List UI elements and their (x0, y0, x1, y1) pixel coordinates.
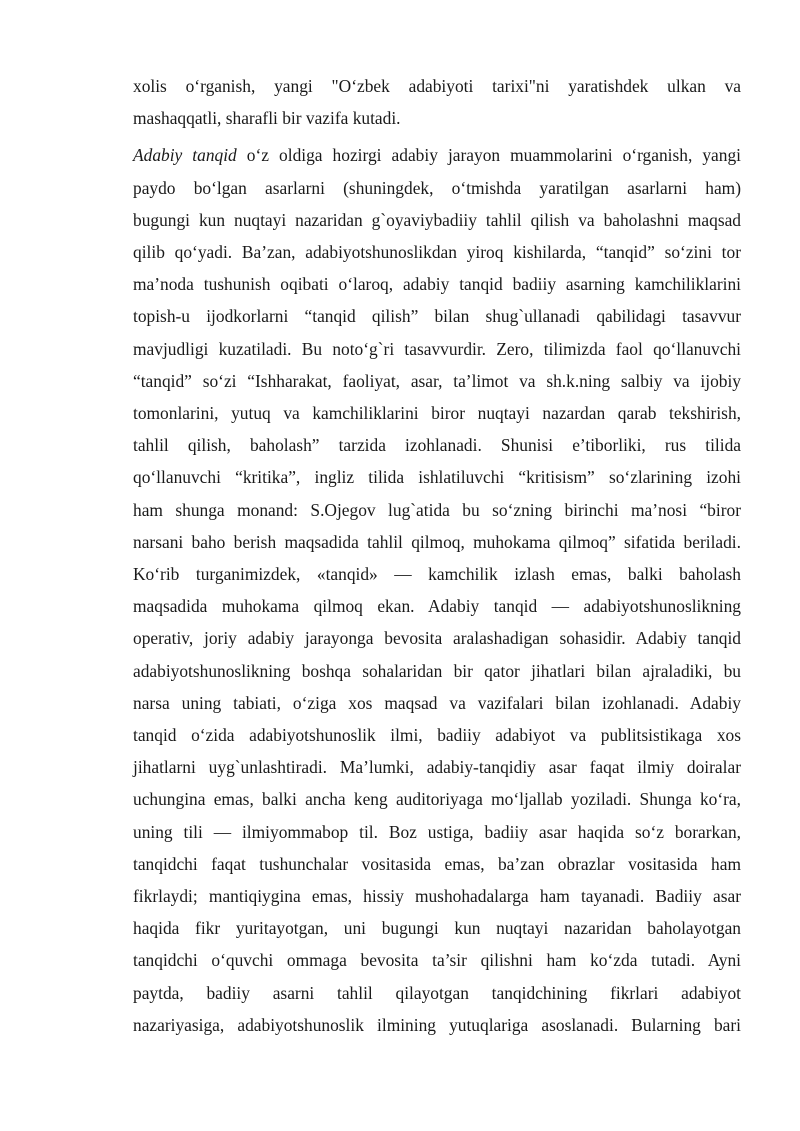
text-line: maqsadida muhokama qilmoq ekan. Adabiy tanqid — adabiyotshunoslikning (133, 596, 741, 617)
text-line: tanqid o‘zida adabiyotshunoslik ilmi, badiiy adabiyot va publitsistikaga xos (133, 725, 741, 746)
text-line: fikrlaydi; mantiqiygina emas, hissiy mushohadalarga ham tayanadi. Badiiy asar (133, 886, 741, 907)
text-line: tahlil qilish, baholash” tarzida izohlanadi. Shunisi e’tiborliki, rus tilida (133, 435, 741, 456)
term-adabiy-tanqid: Adabiy tanqid (133, 145, 237, 166)
text-line: ham shunga monand: S.Ojegov lug`atida bu so‘zning birinchi ma’nosi “biror (133, 499, 741, 520)
text-line: mashaqqatli, sharafli bir vazifa kutadi. (133, 108, 401, 129)
text-line-rest: o‘z oldiga hozirgi adabiy jarayon muammolarini o‘rganish, yangi (236, 145, 741, 166)
text-line: narsani baho berish maqsadida tahlil qilmoq, muhokama qilmoq” sifatida beriladi. (133, 531, 741, 552)
text-line (133, 139, 741, 171)
text-line: xolis o‘rganish, yangi "O‘zbek adabiyoti tarixi"ni yaratishdek ulkan va (133, 76, 741, 96)
text-line: nazariyasiga, adabiyotshunoslik ilmining yutuqlariga asoslanadi. Bularning bari (133, 1014, 741, 1035)
text-line: qilib qo‘yadi. Ba’zan, adabiyotshunoslikdan yiroq kishilarda, “tanqid” so‘zini tor (133, 242, 741, 263)
paragraph-2 (133, 139, 741, 1041)
text-line: uchungina emas, balki ancha keng auditoriyaga mo‘ljallab yoziladi. Shunga ko‘ra, (133, 789, 741, 810)
paragraph-1 (133, 70, 741, 134)
text-line: “tanqid” so‘zi “Ishharakat, faoliyat, asar, ta’limot va sh.k.ning salbiy va ijobiy (133, 370, 741, 391)
text-line: tomonlarini, yutuq va kamchiliklarini biror nuqtayi nazardan qarab tekshirish, (133, 403, 741, 424)
text-line: topish-u ijodkorlarni “tanqid qilish” bilan shug`ullanadi qabilidagi tasavvur (133, 306, 741, 327)
text-line: adabiyotshunoslikning boshqa sohalaridan bir qator jihatlari bilan ajraladiki, bu (133, 660, 741, 681)
document-page (133, 70, 741, 1041)
text-line: tanqidchi o‘quvchi ommaga bevosita ta’sir qilishni ham ko‘zda tutadi. Ayni (133, 950, 741, 971)
text-line: narsa uning tabiati, o‘ziga xos maqsad va vazifalari bilan izohlanadi. Adabiy (133, 692, 741, 713)
text-line: mavjudligi kuzatiladi. Bu noto‘g`ri tasavvurdir. Zero, tilimizda faol qo‘llanuvchi (133, 338, 741, 359)
text-line: bugungi kun nuqtayi nazaridan g`oyaviybadiiy tahlil qilish va baholashni maqsad (133, 209, 741, 230)
text-line: ma’noda tushunish oqibati o‘laroq, adabiy tanqid badiiy asarning kamchiliklarini (133, 274, 741, 295)
text-line: Ko‘rib turganimizdek, «tanqid» — kamchilik izlash emas, balki baholash (133, 564, 741, 585)
text-line: operativ, joriy adabiy jarayonga bevosita aralashadigan sohasidir. Adabiy tanqid (133, 628, 741, 649)
text-line: jihatlarni uyg`unlashtiradi. Ma’lumki, adabiy-tanqidiy asar faqat ilmiy doiralar (133, 757, 741, 778)
text-line: uning tili — ilmiyommabop til. Boz ustiga, badiiy asar haqida so‘z borarkan, (133, 821, 741, 842)
text-line: qo‘llanuvchi “kritika”, ingliz tilida ishlatiluvchi “kritisism” so‘zlarining izohi (133, 467, 741, 488)
text-line: paydo bo‘lgan asarlarni (shuningdek, o‘tmishda yaratilgan asarlarni ham) (133, 177, 741, 198)
text-line: tanqidchi faqat tushunchalar vositasida emas, ba’zan obrazlar vositasida ham (133, 853, 741, 874)
text-line: haqida fikr yuritayotgan, uni bugungi kun nuqtayi nazaridan baholayotgan (133, 918, 741, 939)
text-line: paytda, badiiy asarni tahlil qilayotgan tanqidchining fikrlari adabiyot (133, 982, 741, 1003)
